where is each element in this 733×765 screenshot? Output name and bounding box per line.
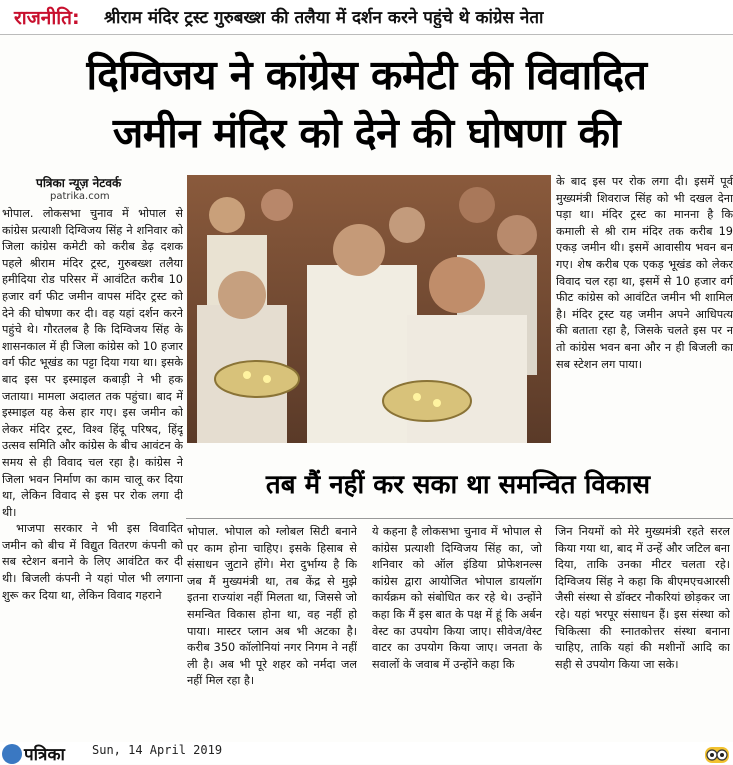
kicker-bar (0, 0, 733, 35)
paragraph: भाजपा सरकार ने भी इस विवादित जमीन को बीच में विद्युत वितरण कंपनी को सब स्टेशन बनाने के लिए आवंटित कर दी थी। बिजली कंपनी ने यहां पोल भी लगाना शुरू कर दिया था, लेकिन विवाद गहराने (2, 522, 183, 602)
headline (0, 46, 733, 162)
owl-icon[interactable] (704, 744, 730, 764)
article-column-3: ये कहना है लोकसभा चुनाव में भोपाल से कांग्रेस प्रत्याशी दिग्विजय सिंह का, जो शनिवार को ऑल इंडिया प्रोफेशनल्स कांग्रेस द्वारा आयोजित भोपाल डायलॉग कार्यक्रम को संबोधित कर रहे थे। उन्होंने कहा कि मैं इस बात के पक्ष में हूं कि अर्बन वेस्ट का उपयोग किया जाए। सीवेज/वेस्ट वाटर का उपयोग किया जाए। जनता के सवालों के जवाब में उन्होंने कहा कि (372, 525, 542, 671)
divider (186, 518, 733, 519)
article-column-right: के बाद इस पर रोक लगा दी। इसमें पूर्व मुख्यमंत्री शिवराज सिंह को भी दखल देना पड़ा था। मंदिर ट्रस्ट का मानना है कि कमाली से श्री राम मंदिर तक करीब 19 एकड़ जमीन थी। इसमें आवासीय भवन बन गए। शेष करीब एक एकड़ भूखंड को लेकर विवाद चल रहा था, इसमें से 10 हजार वर्ग फीट कांग्रेस को आवंटित जमीन भी शामिल है। मंदिर ट्रस्ट यह जमीन अपने आधिपत्य की बताता रहा है, जिसके चलते इस पर न तो कांग्रेस भवन बना और न ही बिजली का सब स्टेशन लग पाया। (556, 175, 733, 371)
kicker-tag: राजनीति: (14, 7, 80, 29)
byline: पत्रिका न्यूज़ नेटवर्क (36, 176, 122, 190)
site-credit: patrika.com (50, 191, 110, 202)
article-column-1 (2, 206, 183, 751)
headline-line-2: जमीन मंदिर को देने की घोषणा की (112, 109, 621, 157)
publication-date: Sun, 14 April 2019 (92, 743, 223, 757)
headline-line-1: दिग्विजय ने कांग्रेस कमेटी की विवादित (86, 51, 647, 99)
news-photo (187, 175, 551, 443)
patrika-logo-icon (2, 744, 22, 764)
paragraph: भोपाल. लोकसभा चुनाव में भोपाल से कांग्रेस प्रत्याशी दिग्विजय सिंह ने शनिवार को जिला कांग्रेस कमेटी को करीब डेढ़ दशक पहले श्रीराम मंदिर ट्रस्ट, गुरुबख्श तलैया हमीदिया रोड परिसर में आवंटित करीब 10 हजार वर्ग फीट जमीन वापस मंदिर ट्रस्ट को देने की घोषणा कर दी। वह यहां दर्शन करने पहुंचे थे। गौरतलब है कि दिग्विजय सिंह के शासनकाल में ही जिला कांग्रेस को 10 हजार वर्ग फीट भूखंड का पट्टा दिया गया था। इसके बाद इस पर इस्माइल कबाड़ी ने भी हक जताया। मामला अदालत तक पहुंचा। बाद में इस्माइल यह केस हार गए। इस जमीन को लेकर मंदिर ट्रस्ट, विश्व हिंदू परिषद, हिंदू उत्सव समिति और कांग्रेस के बीच आवंटन के समय से ही विवाद चल रहा है। कांग्रेस ने जिला भवन निर्माण का काम चालू कर दिया था, लेकिन विवाद से इस पर रोक लगा दी थी। (2, 207, 183, 519)
kicker-text: श्रीराम मंदिर ट्रस्ट गुरुबख्श की तलैया में दर्शन करने पहुंचे थे कांग्रेस नेता (104, 8, 544, 28)
article-column-4: जिन नियमों को मेरे मुख्यमंत्री रहते सरल किया गया था, बाद में उन्हें और जटिल बना दिया, ताकि उनका मीटर चलता रहे। दिग्विजय सिंह ने कहा कि बीएमएचआरसी जैसी संस्था से डॉक्टर नौकरियां छोड़कर जा रहे। यहां भरपूर संसाधन हैं। इस संस्था को चिकित्सा की स्नातकोत्तर संस्था बनाना चाहिए, ताकि यहां की मशीनों आदि का सही से उपयोग किया जा सके। (555, 525, 730, 671)
sub-headline: तब मैं नहीं कर सका था समन्वित विकास (265, 470, 651, 500)
photo-icon (187, 175, 551, 443)
article-column-2: भोपाल. भोपाल को ग्लोबल सिटी बनाने पर काम होना चाहिए। इसके हिसाब से संसाधन जुटाने होंगे। मेरा दुर्भाग्य है कि जब मैं मुख्यमंत्री था, तब केंद्र से मुझे इतना राज्यांश नहीं मिलता था, जिससे जो समन्वित विकास होना था, वह नहीं हो पाया। मास्टर प्लान अब भी अटका है। करीब 350 कॉलोनियां नगर निगम ने नहीं ली है। अब भी पूरे शहर को नर्मदा जल नहीं मिल रहा है। (187, 525, 357, 688)
footer-logo-text: पत्रिका (24, 745, 65, 765)
